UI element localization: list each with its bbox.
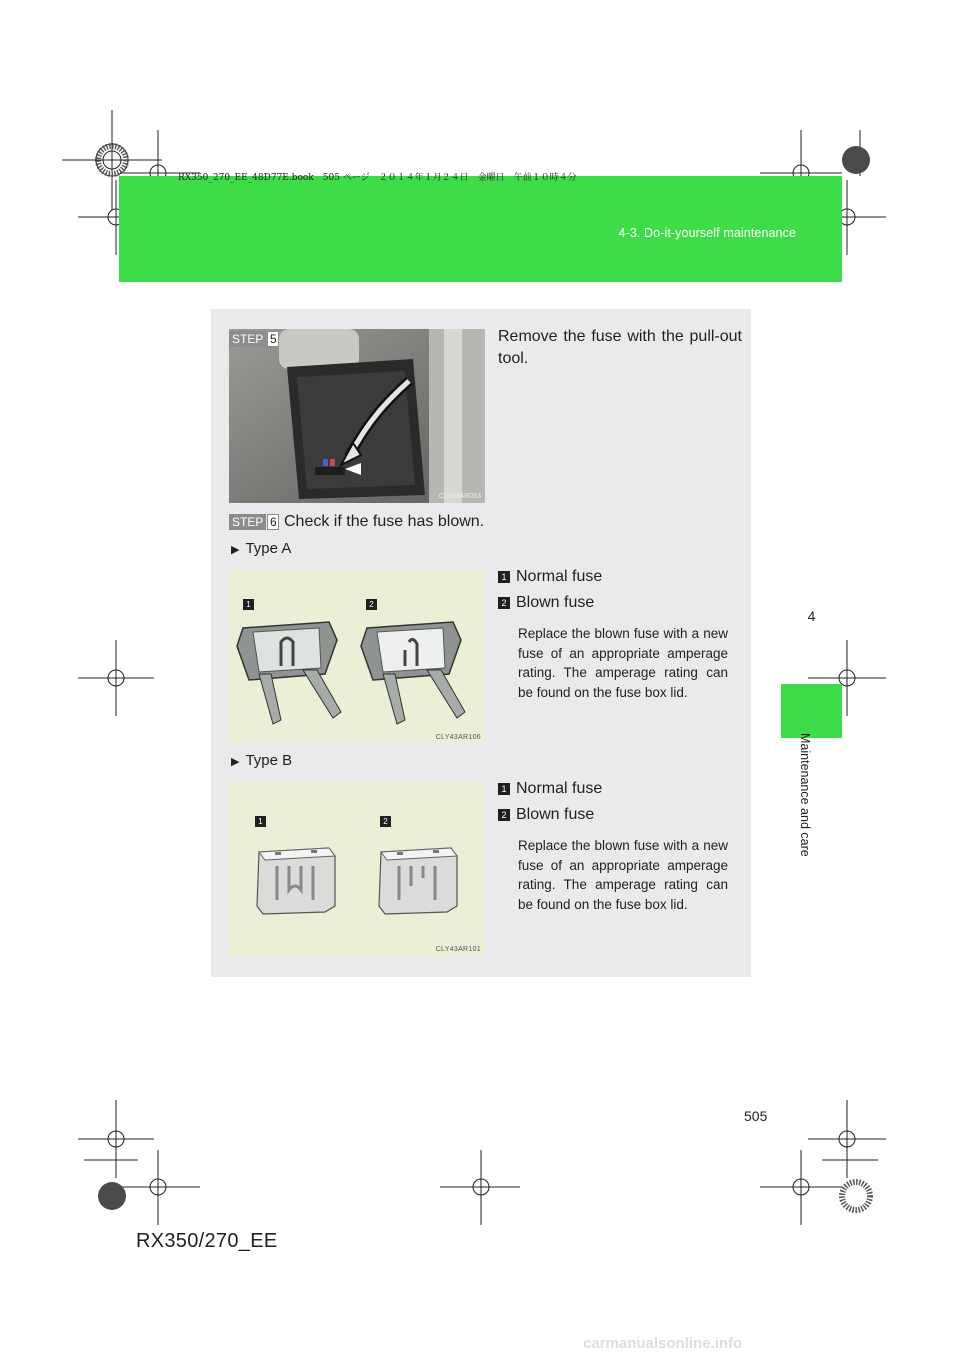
step-number: 5 bbox=[267, 331, 279, 347]
figure-callout-2: 2 bbox=[380, 816, 391, 827]
legend-item bbox=[498, 780, 602, 798]
callout-number: 1 bbox=[498, 783, 510, 795]
step-badge bbox=[229, 514, 279, 530]
callout-number: 2 bbox=[498, 597, 510, 609]
type-a-figure bbox=[229, 570, 485, 744]
header-band bbox=[119, 176, 842, 282]
type-a-note: Replace the blown fuse with a new fuse of an appropriate amperage rating. The amperage rating can be found on the fuse box lid. bbox=[518, 626, 728, 700]
step6-instruction: Check if the fuse has blown. bbox=[284, 513, 485, 530]
legend-item bbox=[498, 568, 602, 586]
legend-label: Normal fuse bbox=[516, 568, 603, 585]
callout-number: 1 bbox=[498, 571, 510, 583]
type-b-figure bbox=[229, 782, 485, 956]
type-b-note: Replace the blown fuse with a new fuse of an appropriate amperage rating. The amperage rating can be found on the fuse box lid. bbox=[518, 838, 728, 912]
chapter-number: 4 bbox=[807, 608, 816, 624]
figure-callout-2: 2 bbox=[366, 599, 377, 610]
figure-callout-1: 1 bbox=[255, 816, 266, 827]
legend-label: Normal fuse bbox=[516, 780, 603, 797]
type-b-heading: ▶ Type B bbox=[231, 752, 293, 769]
watermark: carmanualsonline.info bbox=[583, 1335, 743, 1352]
callout-number: 2 bbox=[498, 809, 510, 821]
image-code: CLY43AR106 bbox=[435, 734, 481, 741]
image-code: CLY43AR101 bbox=[435, 946, 481, 953]
step-label: STEP bbox=[229, 514, 266, 530]
page-number: 505 bbox=[744, 1108, 768, 1124]
legend-label: Blown fuse bbox=[516, 594, 595, 611]
legend-label: Blown fuse bbox=[516, 806, 595, 823]
model-name: RX350/270_EE bbox=[136, 1230, 278, 1252]
step-badge bbox=[229, 331, 279, 347]
print-metadata: RX350_270_EE_48D77E.book 505 ページ ２０１４年１月２４日 金曜日 午前１０時４分 bbox=[178, 173, 577, 183]
chapter-tab bbox=[781, 684, 842, 738]
blade-fuse-illustration bbox=[229, 782, 485, 956]
blade-fuse-illustration bbox=[229, 570, 485, 744]
type-a-heading: ▶ Type A bbox=[231, 540, 292, 557]
figure-callout-1: 1 bbox=[243, 599, 254, 610]
step-number: 6 bbox=[267, 514, 279, 530]
chapter-label: Maintenance and care bbox=[798, 733, 812, 857]
step5-instruction: Remove the fuse with the pull-out tool. bbox=[498, 328, 742, 367]
triangle-bullet-icon: ▶ bbox=[231, 544, 240, 556]
fuse-box-photo bbox=[229, 329, 485, 503]
triangle-bullet-icon: ▶ bbox=[231, 756, 240, 768]
section-title: 4-3. Do-it-yourself maintenance bbox=[618, 226, 796, 240]
image-code: CLY43AR053 bbox=[438, 493, 481, 500]
step-label: STEP bbox=[229, 331, 266, 347]
legend-item bbox=[498, 594, 594, 612]
legend-item bbox=[498, 806, 594, 824]
fuse-box-illustration bbox=[229, 329, 485, 503]
